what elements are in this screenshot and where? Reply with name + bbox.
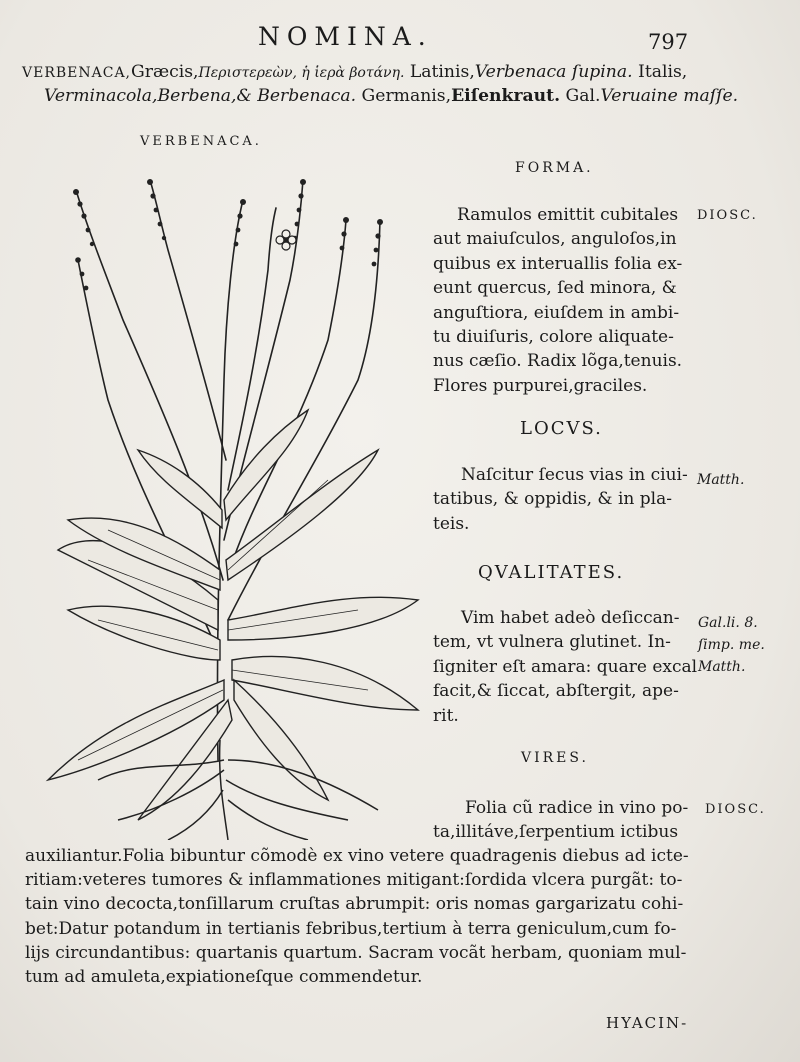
locus-text: [433, 463, 688, 536]
roots: [98, 740, 378, 840]
text-line: teis.: [433, 513, 470, 534]
name-italis-label: Italis,: [632, 62, 688, 82]
margin-note-forma: DIOSC.: [697, 208, 758, 223]
text-line: tum ad amuleta,expiationeſque commendetur.: [25, 967, 423, 988]
name-french: Veruaine maſſe.: [600, 86, 739, 106]
text-line: Ramulos emittit cubitales: [457, 205, 679, 225]
flower-spike: [73, 189, 94, 246]
text-line: eunt quercus, ſed minora, &: [433, 278, 677, 299]
text-line: nus cæſio. Radix lõga,tenuis.: [433, 351, 683, 372]
margin-note-line: Gal.li. 8.: [698, 615, 758, 631]
name-italian: Verminacola,Berbena,& Berbenaca.: [44, 86, 357, 106]
text-line: tu diuiſuris, colore aliquate-: [433, 327, 674, 348]
margin-note-vires: DIOSC.: [705, 802, 766, 817]
verbena-woodcut-illustration: [28, 160, 428, 840]
page-number: 797: [648, 30, 689, 54]
text-line: Naſcitur ſecus vias in ciui-: [461, 465, 688, 485]
forma-text: [433, 203, 682, 398]
text-line: ta,illitáve,ſerpentium ictibus: [433, 822, 679, 843]
text-line: lijs circundantibus: quartanis quartum. Sacram vocãt herbam, quoniam mul-: [25, 942, 687, 963]
section-heading-locus: LOCVS.: [520, 418, 603, 439]
section-heading-qualitates: QVALITATES.: [478, 562, 625, 583]
text-line: facit,& ſiccat, abſtergit, ape-: [433, 681, 679, 702]
name-latin: Verbenaca ſupina.: [474, 62, 633, 82]
margin-note-line: Matth.: [698, 659, 746, 675]
section-heading-vires: VIRES.: [521, 750, 589, 766]
name-gal-label: Gal.: [560, 86, 601, 106]
qualitates-text: [433, 606, 697, 728]
flower-spike: [372, 219, 383, 266]
text-line: tain vino decocta,tonſillarum cruſtas abrumpit: oris nomas gargarizatu cohi-: [25, 894, 684, 915]
running-title: NOMINA.: [258, 22, 433, 51]
vires-full-width-text: [25, 844, 689, 989]
flower-spike: [293, 179, 306, 240]
text-line: rit.: [433, 705, 459, 726]
name-verbenaca: VERBENACA,: [22, 65, 132, 81]
name-german: Eiſenkraut.: [451, 86, 561, 106]
margin-note-line: ſimp. me.: [698, 637, 765, 653]
leaf: [138, 450, 222, 528]
text-line: auxiliantur.Folia bibuntur cõmodè ex vino vetere quadragenis diebus ad icte-: [25, 846, 689, 866]
text-line: tatibus, & oppidis, & in pla-: [433, 489, 672, 510]
text-line: bet:Datur potandum in tertianis febribus,tertium à terra geniculum,cum fo-: [25, 918, 677, 939]
text-line: ſigniter eſt amara: quare excal: [433, 656, 698, 677]
figure-caption: VERBENACA.: [140, 134, 262, 149]
text-line: ritiam:veteres tumores & inflammationes mitigant:ſordida vlcera purgãt: to-: [25, 870, 683, 891]
text-line: quibus ex interuallis folia ex-: [433, 253, 683, 274]
text-line: Flores purpurei,graciles.: [433, 375, 648, 396]
leaf: [232, 657, 418, 710]
margin-note-qualitates: [698, 612, 765, 678]
text-line: anguſtiora, eiuſdem in ambi-: [433, 302, 680, 323]
leaf: [228, 597, 418, 640]
text-line: aut maiuſculos, anguloſos,in: [433, 229, 677, 250]
name-germanis-label: Germanis,: [356, 86, 452, 106]
leaf: [224, 410, 308, 520]
text-line: tem, vt vulnera glutinet. In-: [433, 632, 671, 653]
name-latinis-label: Latinis,: [404, 62, 475, 82]
leaf: [234, 680, 328, 800]
flower-spike: [75, 257, 88, 290]
flower-blossom: [276, 230, 296, 250]
names-line-1: [22, 62, 687, 82]
vires-column-text: [433, 796, 688, 845]
catchword: HYACIN-: [606, 1014, 689, 1032]
margin-note-locus: Matth.: [697, 472, 745, 488]
section-heading-forma: FORMA.: [515, 160, 594, 176]
names-line-2: [44, 86, 738, 106]
name-graecis-label: Græcis,: [131, 62, 199, 82]
name-greek: Περιστερεὼν, ἡ ἱερὰ βοτάνη.: [198, 65, 405, 81]
text-line: Folia cũ radice in vino po-: [465, 798, 689, 818]
text-line: Vim habet adeò deſiccan-: [461, 608, 680, 628]
